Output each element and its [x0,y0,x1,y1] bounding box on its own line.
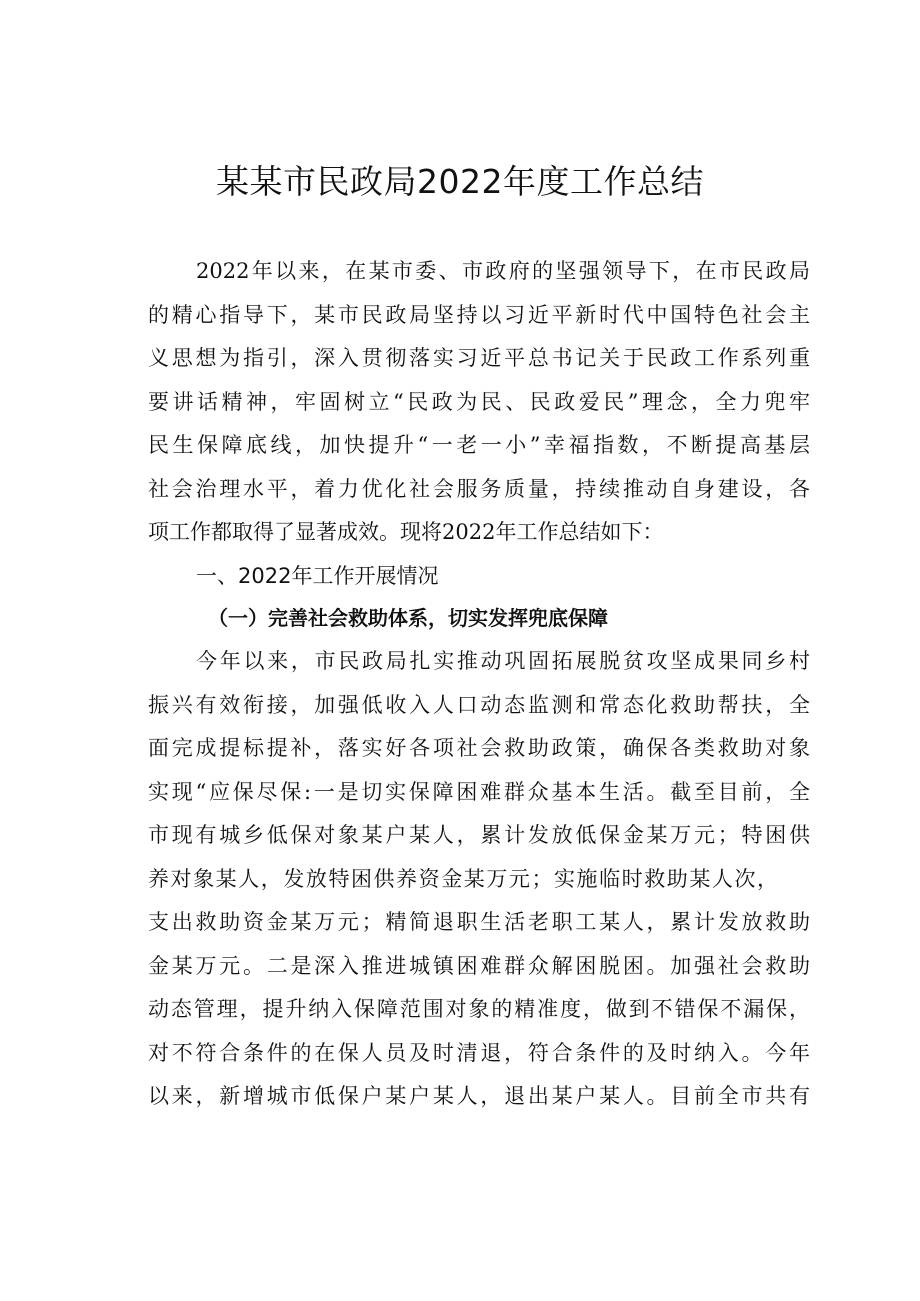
intro-paragraph [148,250,810,555]
paragraph-line: 要讲话精神，牢固树立“民政为民、民政爱民”理念，全力兜牢 [148,389,810,414]
paragraph-line: 2022年以来，在某市委、市政府的坚强领导下，在市民政局 [196,259,810,283]
paragraph-line: 实现“应保尽保:一是切实保障困难群众基本生活。截至目前，全 [148,779,810,804]
section-heading: 一、2022年工作开展情况 [196,564,439,588]
paragraph-line: 今年以来，市民政局扎实推动巩固拓展脱贫攻坚成果同乡村 [196,649,810,673]
subsection-paragraph [148,640,810,1119]
paragraph-line: 社会治理水平，着力优化社会服务质量，持续推动自身建设，各 [148,476,810,501]
paragraph-line: 民生保障底线，加快提升“一老一小”幸福指数，不断提高基层 [148,433,810,457]
paragraph-line: 动态管理，提升纳入保障范围对象的精准度，做到不错保不漏保， [148,997,810,1021]
subsection-heading: （一）完善社会救助体系，切实发挥兜底保障 [208,606,608,630]
paragraph-line: 项工作都取得了显著成效。现将2022年工作总结如下： [148,520,664,544]
paragraph-line: 支出救助资金某万元；精简退职生活老职工某人，累计发放救助 [148,910,810,934]
paragraph-line: 以来，新增城市低保户某户某人，退出某户某人。目前全市共有 [148,1084,810,1108]
paragraph-line: 养对象某人，发放特困供养资金某万元；实施临时救助某人次， [148,866,778,891]
paragraph-line: 振兴有效衔接，加强低收入人口动态监测和常态化救助帮扶，全 [148,692,810,717]
paragraph-line: 的精心指导下，某市民政局坚持以习近平新时代中国特色社会主 [148,302,810,327]
paragraph-line: 对不符合条件的在保人员及时清退，符合条件的及时纳入。今年 [148,1040,810,1065]
document-title: 某某市民政局2022年度工作总结 [216,162,704,201]
paragraph-line: 市现有城乡低保对象某户某人，累计发放低保金某万元；特困供 [148,823,810,847]
paragraph-line: 金某万元。二是深入推进城镇困难群众解困脱困。加强社会救助 [148,953,810,978]
paragraph-line: 面完成提标提补，落实好各项社会救助政策，确保各类救助对象 [148,736,810,760]
paragraph-line: 义思想为指引，深入贯彻落实习近平总书记关于民政工作系列重 [148,346,810,370]
